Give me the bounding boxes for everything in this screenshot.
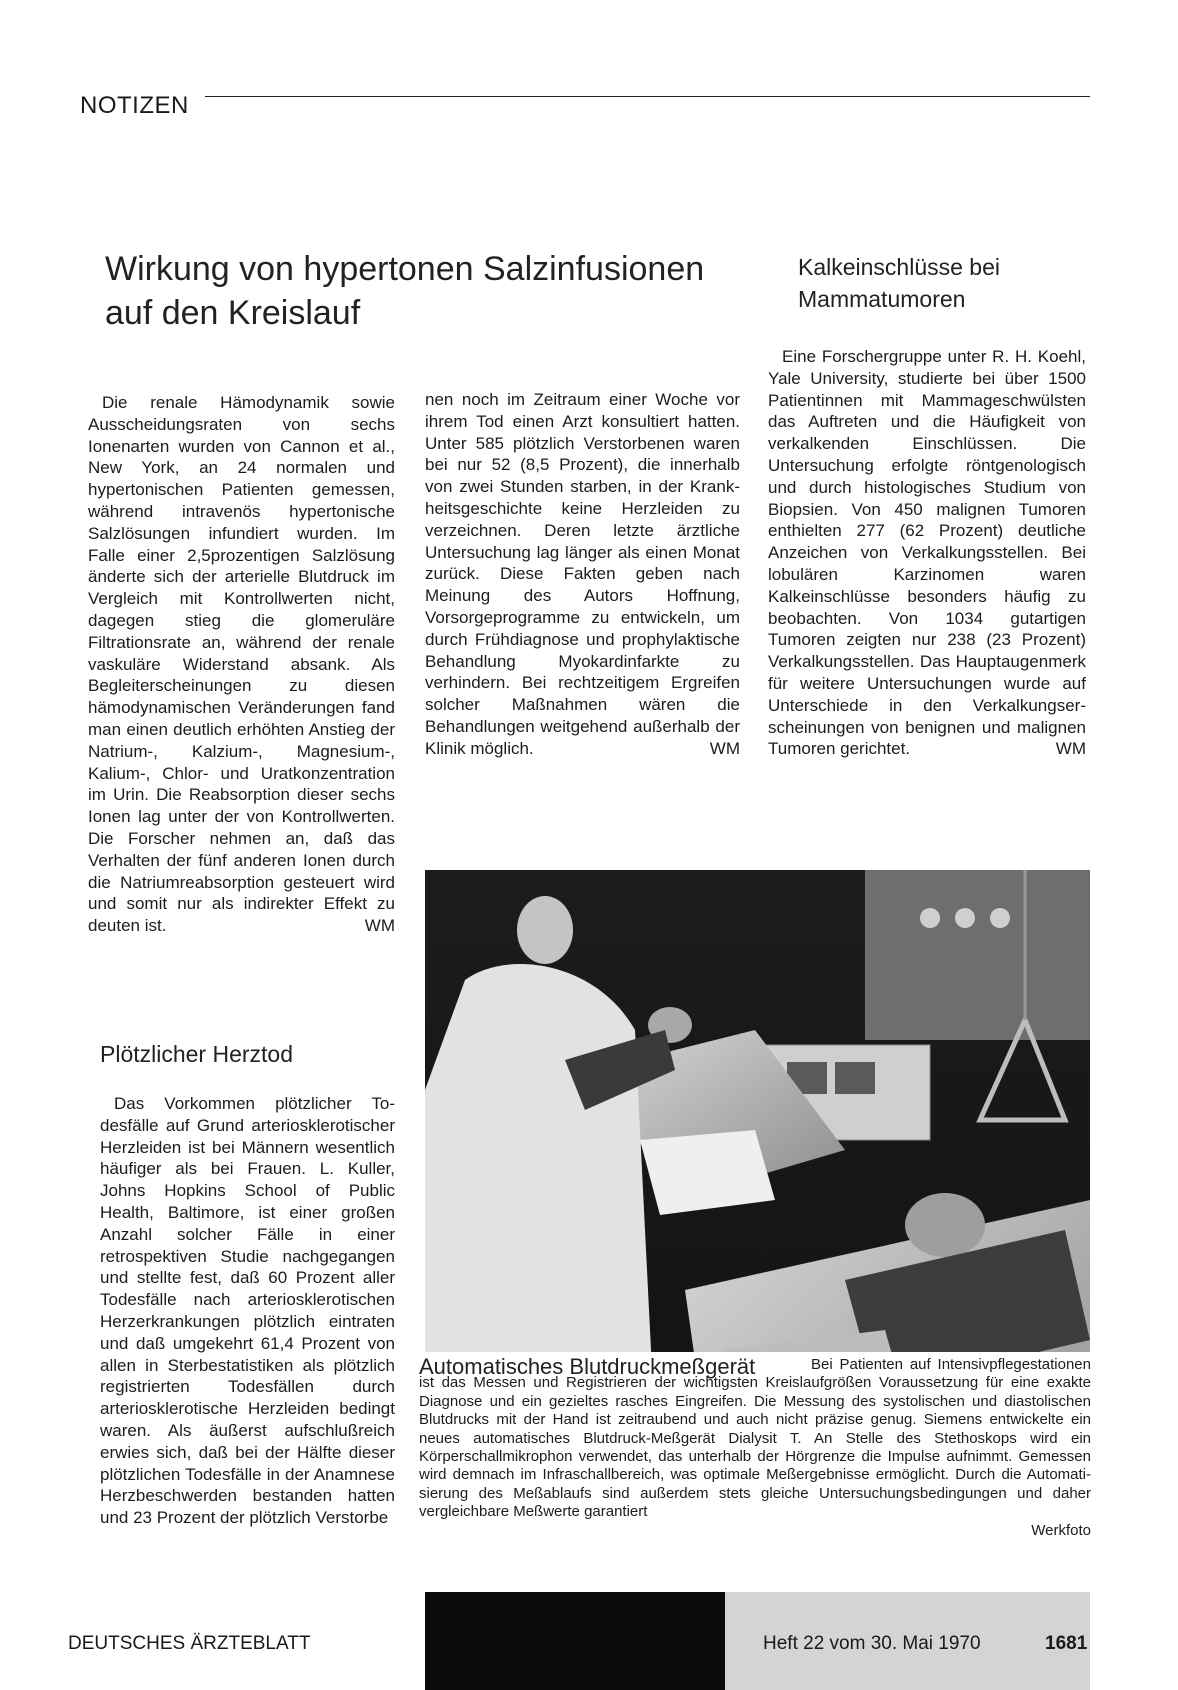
photo-chart-paper (640, 1130, 775, 1215)
article1-body (88, 392, 395, 937)
article2-text-col1: Das Vorkommen plötzlicher Todesfälle auf Grund arteriosklerotischer Herzleiden ist bei Männern wesentlich häufiger als bei Frauen. L. Kuller, Johns Hopkins School of Public Health, Baltimore, ist einer großen Anzahl solcher Fälle in einer retrospektiven Studie nachgegangen und stellte fest, daß 60 Prozent aller Todesfälle nach arteriosklerotischen Herzerkrankungen plötzlich eintraten und daß umgekehrt 61,4 Prozent von allen in Sterbestatistiken als plötzlich registrierten Todesfällen durch arteriosklerotische Herzleiden bedingt waren. Als äußerst aufschlußreich erwies sich, daß bei der Hälfte dieser plötzlichen Todesfälle in der Anamnese Herzbeschwerden bestanden hatten und 23 Prozent der plötzlich Verstorbe (100, 1094, 395, 1528)
article1-title-line1: Wirkung von hypertonen Salzinfusionen (105, 250, 705, 288)
article1-title-line2: auf den Kreislauf (105, 294, 361, 332)
caption-body (419, 1356, 1091, 1540)
section-label: NOTIZEN (80, 92, 189, 119)
article2-body-col1 (100, 1093, 395, 1529)
article2-signature: WM (709, 738, 740, 758)
caption-title: Automatisches Blutdruckmeßgerät (419, 1354, 756, 1379)
article1-title (105, 247, 765, 335)
footer-journal: DEUTSCHES ÄRZTEBLATT (68, 1633, 311, 1654)
article1-signature: WM (364, 916, 395, 936)
article3-text: Eine Forschergruppe unter R. H. Koehl, Yale University, studierte bei über 1500 Patientinnen mit Mammageschwülsten das Auftreten und die Häufigkeit von verkalkenden Einschlüssen. Die Untersuchung erfolgte röntgenologisch und durch histologisches Studium von Biopsien. Von 450 malignen Tumoren enthielten 277 (62 Prozent) deutliche Anzeichen von Verkalkungsstellen. Bei lobulären Karzinomen waren Kalkeinschlüsse besonders häufig zu beobachten. Von 1034 gutartigen Tumoren zeigten nur 238 (23 Prozent) Verkalkungsstellen. Das Hauptaugenmerk für weitere Untersuchungen wurde auf Unterschiede in den Verkalkungserscheinungen von benignen und malignen Tumoren gerichtet. (768, 347, 1086, 759)
footer-page-number: 1681 (1045, 1633, 1088, 1654)
article2-title: Plötzlicher Herztod (100, 1041, 294, 1067)
article3-signature: WM (1055, 739, 1086, 759)
header-rule (205, 96, 1090, 97)
photo-doctor-head (517, 896, 573, 964)
article3-title (798, 251, 1088, 315)
article2-text-col2: nen noch im Zeitraum einer Woche vor ihrem Tod einen Arzt konsultiert hatten. Unter 585 plötzlich Verstorbenen waren bei nur 52 (8,5 Prozent), die innerhalb von zwei Stunden starben, in der Krankheitsgeschichte keine Herzleiden zu verzeichnen. Deren letzte ärztliche Untersuchung lag länger als einen Monat zurück. Diese Fakten geben nach Meinung des Autors Hoffnung, Vorsorgeprogramme zu entwickeln, um durch Frühdiagnose und prophylaktische Behandlung Myokardinfarkte zu verhindern. Bei rechtzeitigem Ergreifen solcher Maßnahmen wären die Behandlungen weitgehend außerhalb der Klinik möglich. (425, 390, 740, 758)
photo-patient-head (905, 1193, 985, 1257)
article3-body (768, 346, 1086, 760)
caption-credit: Werkfoto (1031, 1521, 1091, 1539)
footer-issue: Heft 22 vom 30. Mai 1970 (763, 1633, 981, 1654)
article2-body-col2 (425, 389, 740, 760)
article1-text: Die renale Hämodynamik sowie Ausscheidungsraten von sechs Ionenarten wurden von Cannon et al., New York, an 24 normalen und hypertonischen Patienten gemessen, während intravenös hypertonische Salzlösungen infundiert wurden. Im Falle einer 2,5prozentigen Salzlösung änderte sich der arterielle Blutdruck im Vergleich mit Kontrollwerten nicht, dagegen stieg die glomeruläre Filtrationsrate an, während der renale vaskuläre Widerstand absank. Als Begleiterscheinungen zu diesen hämodynamischen Veränderungen fand man einen deutlich erhöhten Anstieg der Natrium-, Kalzium-, Magnesium-, Kalium-, Chlor- und Uratkonzentration im Urin. Die Reabsorption dieser sechs Ionen lag unter der von Kontrollwerten. Die Forscher nehmen an, daß das Verhalten der fünf anderen Ionen durch die Natriumreabsorption gesteuert wird und somit nur als indirekter Effekt zu deuten ist. (88, 393, 395, 936)
article3-title-line1: Kalkeinschlüsse bei (798, 254, 1001, 280)
photo-caption (419, 1352, 1091, 1592)
article3-title-line2: Mammatumoren (798, 286, 966, 312)
caption-text: Bei Patienten auf Intensivpflegestationen ist das Messen und Registrieren der wichtigsten Kreislaufgrößen Voraussetzung für eine exakte Diagnose und ein gezieltes rasches Eingreifen. Die Messung des systolischen und diastolischen Blutdrucks mit der Hand ist zeitraubend und auch nicht präzise genug. Siemens entwickelte ein neues automatisches Blutdruck-Meßgerät Dialysit T. An Stelle des Stethoskops wird ein Körperschallmikrophon verwendet, das unterhalb der Hörgrenze die Impulse aufnimmt. Gemessen wird demnach im Infraschallbereich, was optimale Meßergebnisse ermöglicht. Durch die Automatisierung des Meßablaufs sind außerdem stets gleiche Untersuchungsbedingungen und daher vergleichbare Meßwerte garantiert (419, 1356, 1091, 1521)
photo-wall-panel (865, 870, 1090, 1040)
